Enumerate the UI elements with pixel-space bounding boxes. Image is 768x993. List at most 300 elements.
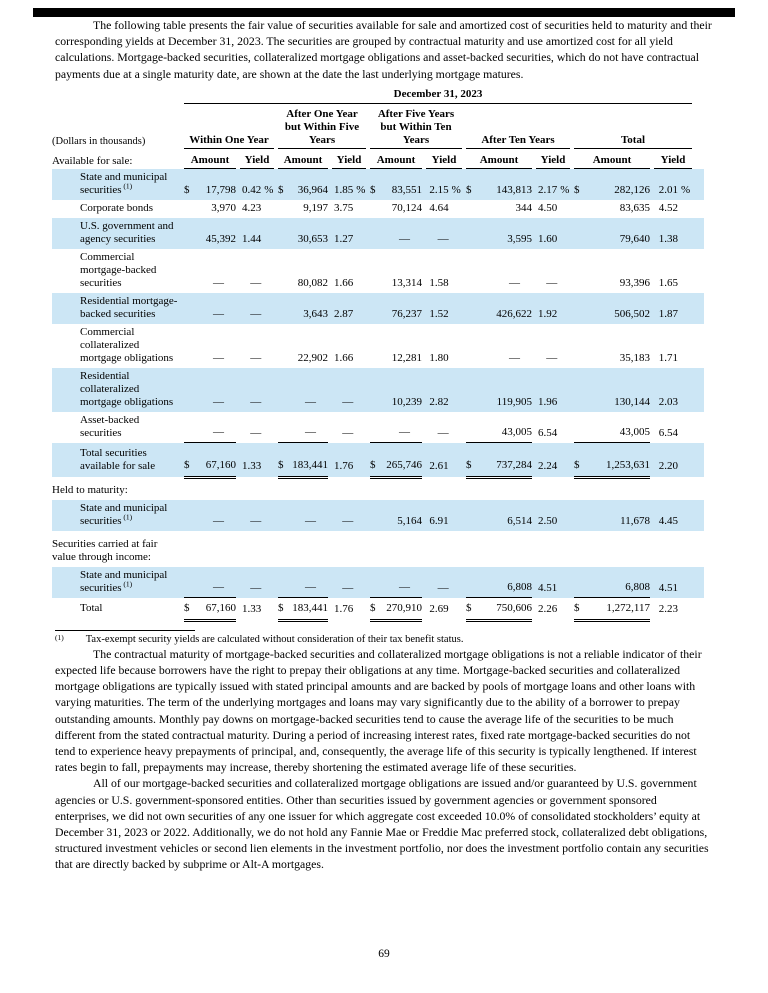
subheader-amount-0: Amount (184, 152, 236, 169)
row-label-text: Commercial mortgage-backed securities (80, 250, 157, 289)
yield-value: — (250, 581, 262, 594)
yield-value: 4.64 (429, 201, 449, 214)
currency-symbol: $ (466, 183, 472, 196)
yield-cell (536, 500, 570, 531)
amount-cell (574, 249, 650, 293)
amount-cell (466, 200, 532, 218)
footnote (55, 633, 713, 646)
yield-value: — (546, 351, 558, 364)
subheader-amount-3: Amount (466, 152, 532, 169)
yield-value: 1.27 (333, 232, 354, 245)
amount-cell (466, 500, 532, 531)
row-label-text: Corporate bonds (80, 201, 154, 214)
footnote-text: Tax-exempt security yields are calculated without consideration of their tax benefit status. (85, 633, 464, 645)
yield-cell (536, 169, 570, 200)
table-group-header-row (52, 104, 704, 149)
amount-value: 119,905 (496, 395, 532, 408)
section-label: Securities carried at fair value through income: (52, 537, 158, 563)
yield-value: 2.50 (537, 514, 558, 527)
amount-value: 67,160 (205, 458, 236, 471)
yield-value: — (250, 307, 262, 320)
currency-symbol: $ (370, 601, 376, 614)
yield-value: — (250, 426, 262, 439)
currency-symbol: $ (278, 458, 284, 471)
amount-cell (184, 368, 236, 412)
yield-cell (240, 368, 274, 412)
yield-cell (426, 500, 462, 531)
yield-value: 1.76 (333, 459, 354, 472)
yield-value: 1.52 (429, 307, 449, 320)
yield-cell (654, 218, 692, 249)
table-section-row (52, 477, 704, 500)
row-label-text: Residential collateralized mortgage obligations (80, 369, 174, 408)
yield-value: 1.80 (429, 351, 449, 364)
yield-value: — (250, 395, 262, 408)
row-label-text: U.S. government and agency securities (80, 219, 174, 245)
yield-value: 1.92 (537, 307, 558, 320)
table-row (52, 324, 704, 368)
amount-cell (278, 293, 328, 324)
yield-cell (426, 169, 462, 200)
amount-cell (184, 567, 236, 598)
amount-value: 35,183 (619, 351, 650, 364)
amount-value: 79,640 (619, 232, 650, 245)
table-row (52, 293, 704, 324)
yield-cell (536, 200, 570, 218)
subheader-yield-4: Yield (654, 152, 692, 169)
amount-cell (278, 598, 328, 620)
amount-cell (278, 169, 328, 200)
amount-value: 183,441 (292, 458, 328, 471)
currency-symbol: $ (370, 458, 376, 471)
yield-value: 2.61 (429, 459, 449, 472)
yield-cell (426, 200, 462, 218)
amount-value: — (213, 514, 224, 527)
yield-value: 2.01 (658, 183, 678, 196)
currency-symbol: $ (278, 183, 284, 196)
amount-value: — (305, 425, 316, 438)
amount-cell (184, 412, 236, 443)
amount-cell (370, 324, 422, 368)
yield-cell (654, 249, 692, 293)
amount-value: 143,813 (496, 183, 532, 196)
yield-value: — (342, 426, 354, 439)
yield-value: 4.23 (241, 201, 262, 214)
yield-value: 2.03 (658, 395, 678, 408)
amount-value: 83,635 (619, 201, 650, 214)
yield-value: 2.87 (333, 307, 354, 320)
table-title-row (52, 88, 704, 104)
amount-value: 1,253,631 (606, 458, 650, 471)
amount-cell (184, 169, 236, 200)
yield-cell (654, 598, 692, 620)
table-row (52, 249, 704, 293)
amount-cell (184, 443, 236, 477)
currency-symbol: $ (184, 183, 190, 196)
footnote-ref: (1) (121, 181, 133, 191)
currency-symbol: $ (278, 601, 284, 614)
amount-value: — (399, 425, 410, 438)
amount-value: 83,551 (391, 183, 422, 196)
yield-value: 2.20 (658, 459, 678, 472)
amount-value: 3,970 (211, 201, 236, 214)
amount-value: 6,808 (507, 580, 532, 593)
yield-cell (332, 598, 366, 620)
yield-cell (332, 169, 366, 200)
amount-value: 36,964 (297, 183, 328, 196)
amount-value: 12,281 (391, 351, 422, 364)
yield-cell (240, 412, 274, 443)
amount-cell (184, 598, 236, 620)
amount-value: 93,396 (619, 276, 650, 289)
yield-value: 1.66 (333, 351, 354, 364)
yield-value: 2.15 (429, 183, 449, 196)
footnote-separator (55, 630, 195, 631)
amount-cell (278, 249, 328, 293)
yield-value: — (250, 514, 262, 527)
amount-cell (184, 200, 236, 218)
yield-value: 1.33 (241, 602, 262, 615)
amount-value: — (213, 276, 224, 289)
amount-value: 67,160 (205, 601, 236, 614)
yield-cell (332, 293, 366, 324)
dollars-in-thousands-note: (Dollars in thousands) (52, 135, 146, 147)
yield-value: 1.71 (658, 351, 678, 364)
amount-cell (466, 443, 532, 477)
amount-value: — (509, 276, 520, 289)
yield-value: 4.45 (658, 514, 678, 527)
table-row (52, 598, 704, 620)
amount-value: 506,502 (614, 307, 650, 320)
yield-value: — (250, 351, 262, 364)
row-label (52, 500, 180, 531)
amount-value: — (213, 307, 224, 320)
yield-cell (536, 249, 570, 293)
page-number: 69 (378, 948, 390, 960)
intro-paragraph: The following table presents the fair value of securities available for sale and amortized cost of securities held to maturity and their corresponding yields at December 31, 2023. The securities are grouped by contractual maturity and use amortized cost for all yield calculations. Mortgage-backed securities, collateralized mortgage obligations and asset-backed securities, which do not have contractual payments due at a single maturity date, are shown at the date the last underlying mortgage matures. (55, 18, 712, 81)
amount-value: 5,164 (397, 514, 422, 527)
amount-value: — (509, 351, 520, 364)
amount-cell (370, 368, 422, 412)
amount-cell (466, 218, 532, 249)
yield-cell (654, 443, 692, 477)
table-row (52, 412, 704, 443)
yield-value: 3.75 (333, 201, 354, 214)
amount-value: 11,678 (620, 514, 650, 527)
footnote-marker: (1) (55, 632, 64, 642)
yield-value: 2.23 (658, 602, 678, 615)
yield-cell (426, 598, 462, 620)
amount-value: 9,197 (303, 201, 328, 214)
amount-value: 43,005 (501, 425, 532, 438)
currency-symbol: $ (184, 458, 190, 471)
amount-cell (574, 324, 650, 368)
amount-cell (370, 169, 422, 200)
amount-value: — (213, 351, 224, 364)
row-label-text: Residential mortgage-backed securities (80, 294, 178, 320)
table-section-row (52, 531, 704, 567)
amount-value: — (213, 395, 224, 408)
amount-cell (574, 169, 650, 200)
yield-cell (654, 412, 692, 443)
yield-cell (536, 324, 570, 368)
yield-value: 1.33 (241, 459, 262, 472)
yield-cell (240, 293, 274, 324)
yield-value: 1.87 (658, 307, 678, 320)
amount-cell (574, 368, 650, 412)
amount-value: 80,082 (297, 276, 328, 289)
table-row (52, 567, 704, 598)
yield-cell (536, 368, 570, 412)
percent-sign: % (264, 183, 274, 196)
amount-cell (466, 567, 532, 598)
amount-value: 183,441 (292, 601, 328, 614)
amount-value: 1,272,117 (606, 601, 650, 614)
yield-cell (654, 368, 692, 412)
yield-cell (426, 218, 462, 249)
yield-value: — (437, 581, 449, 594)
yield-cell (240, 567, 274, 598)
table-row (52, 218, 704, 249)
document-body (52, 17, 713, 873)
section-label: Held to maturity: (52, 483, 128, 496)
amount-cell (278, 412, 328, 443)
yield-cell (240, 218, 274, 249)
yield-value: 1.85 (333, 183, 354, 196)
yield-value: 2.17 (537, 183, 558, 196)
column-group-header-2: After Five Years but Within Ten Years (370, 108, 462, 149)
amount-cell (370, 200, 422, 218)
currency-symbol: $ (574, 183, 580, 196)
amount-value: — (305, 395, 316, 408)
column-group-header-1: After One Year but Within Five Years (278, 108, 366, 149)
amount-cell (574, 218, 650, 249)
row-label (52, 169, 180, 200)
amount-value: 6,514 (507, 514, 532, 527)
amount-value: — (399, 580, 410, 593)
yield-cell (536, 412, 570, 443)
amount-cell (574, 293, 650, 324)
yield-value: 1.44 (241, 232, 262, 245)
yield-value: — (250, 276, 262, 289)
yield-cell (332, 249, 366, 293)
yield-cell (536, 598, 570, 620)
yield-cell (332, 412, 366, 443)
yield-cell (240, 443, 274, 477)
amount-value: — (399, 232, 410, 245)
yield-cell (654, 324, 692, 368)
yield-value: — (342, 514, 354, 527)
yield-cell (240, 598, 274, 620)
column-group-header-3: After Ten Years (466, 134, 570, 149)
amount-value: — (305, 580, 316, 593)
currency-symbol: $ (574, 601, 580, 614)
amount-value: 750,606 (496, 601, 532, 614)
amount-value: 10,239 (391, 395, 422, 408)
yield-value: 1.58 (429, 276, 449, 289)
subheader-amount-2: Amount (370, 152, 422, 169)
yield-value: — (342, 581, 354, 594)
yield-cell (426, 324, 462, 368)
amount-value: 426,622 (496, 307, 532, 320)
amount-cell (466, 598, 532, 620)
amount-value: 70,124 (391, 201, 422, 214)
percent-sign: % (356, 183, 366, 196)
amount-cell (466, 324, 532, 368)
guarantee-paragraph: All of our mortgage-backed securities and collateralized mortgage obligations are issued and/or guaranteed by U.S. government agencies or U.S. government-sponsored entities. Other than securities issued by government agencies or government sponsored enterprises, we did not own securities of any one issuer for which aggregate cost exceeded 10.0% of consolidated stockholders’ equity at December 31, 2023 or 2022. Additionally, we do not hold any Fannie Mae or Freddie Mac preferred stock, collateralized debt obligations, structured investment vehicles or second lien elements in the investment portfolio, nor does the investment portfolio contain any securities that are directly backed by subprime or Alt-A mortgages. (55, 776, 709, 872)
amount-value: 3,595 (507, 232, 532, 245)
yield-value: 4.50 (537, 201, 558, 214)
yield-cell (426, 368, 462, 412)
yield-value: 0.42 (241, 183, 262, 196)
amount-value: 22,902 (297, 351, 328, 364)
maturity-table (52, 88, 704, 620)
yield-cell (332, 368, 366, 412)
row-label-text: Commercial collateralized mortgage obligations (80, 325, 174, 364)
amount-value: 30,653 (297, 232, 328, 245)
yield-cell (240, 249, 274, 293)
yield-cell (332, 218, 366, 249)
yield-value: 6.54 (658, 426, 678, 439)
yield-cell (332, 567, 366, 598)
table-row (52, 200, 704, 218)
amount-cell (466, 412, 532, 443)
yield-value: — (546, 276, 558, 289)
row-label-text: Asset-backed securities (80, 413, 140, 439)
table-subheader-row (52, 149, 704, 169)
yield-value: 4.51 (537, 581, 558, 594)
amount-cell (278, 567, 328, 598)
footnote-ref: (1) (121, 579, 133, 589)
amount-value: — (305, 514, 316, 527)
yield-cell (536, 293, 570, 324)
amount-value: — (213, 580, 224, 593)
contractual-maturity-paragraph: The contractual maturity of mortgage-backed securities and collateralized mortgage obligations is not a reliable indicator of their expected life because borrowers have the right to prepay their obligations at any time. Mortgage-backed securities and collateralized mortgage obligations are typically issued with stated principal amounts and are backed by pools of mortgage loans and other loans with varying maturities. The term of the underlying mortgages and loans may vary significantly due to the ability of a borrower to prepay outstanding amounts. Monthly pay downs on mortgage-backed securities tend to cause the average life of the securities to be much different from the stated contractual maturity. During a period of increasing interest rates, fixed rate mortgage-backed securities do not tend to experience heavy prepayments of principal, and, consequently, the average life of this security is typically lengthened. If interest rates begin to fall, prepayments may increase, thereby shortening the estimated average life of these securities. (55, 646, 702, 775)
amount-value: 17,798 (205, 183, 236, 196)
row-label (52, 567, 180, 598)
yield-value: — (437, 426, 449, 439)
subheader-amount-1: Amount (278, 152, 328, 169)
row-label (52, 249, 180, 293)
yield-cell (426, 412, 462, 443)
yield-cell (240, 500, 274, 531)
amount-cell (574, 443, 650, 477)
yield-cell (536, 567, 570, 598)
yield-cell (654, 567, 692, 598)
amount-cell (370, 443, 422, 477)
yield-value: — (342, 395, 354, 408)
available-for-sale-label: Available for sale: (52, 154, 133, 167)
yield-value: 6.91 (429, 514, 449, 527)
amount-value: 6,808 (625, 580, 650, 593)
yield-cell (240, 200, 274, 218)
amount-cell (574, 598, 650, 620)
percent-sign: % (451, 183, 461, 196)
amount-value: 45,392 (205, 232, 236, 245)
amount-cell (184, 500, 236, 531)
amount-value: 270,910 (386, 601, 422, 614)
amount-cell (278, 500, 328, 531)
row-label-text: Total (80, 601, 103, 614)
yield-value: 2.26 (537, 602, 558, 615)
row-label-text: State and municipal securities $^{(1)}$ (80, 170, 168, 196)
percent-sign: % (560, 183, 570, 196)
row-label (52, 293, 180, 324)
yield-cell (426, 443, 462, 477)
amount-value: 43,005 (619, 425, 650, 438)
amount-value: 282,126 (614, 183, 650, 196)
yield-value: 2.69 (429, 602, 449, 615)
row-label (52, 200, 180, 218)
table-row (52, 500, 704, 531)
amount-cell (370, 598, 422, 620)
table-title: December 31, 2023 (184, 88, 692, 104)
amount-cell (574, 567, 650, 598)
yield-cell (426, 293, 462, 324)
yield-value: 1.66 (333, 276, 354, 289)
amount-cell (466, 368, 532, 412)
amount-value: — (213, 425, 224, 438)
yield-cell (332, 443, 366, 477)
row-label-text: State and municipal securities $^{(1)}$ (80, 568, 168, 594)
column-group-header-0: Within One Year (184, 134, 274, 149)
yield-value: 1.65 (658, 276, 678, 289)
amount-value: 76,237 (391, 307, 422, 320)
amount-cell (184, 324, 236, 368)
yield-cell (536, 443, 570, 477)
currency-symbol: $ (466, 458, 472, 471)
yield-value: — (437, 232, 449, 245)
table-title-spacer (52, 88, 180, 104)
amount-value: 265,746 (386, 458, 422, 471)
amount-cell (278, 368, 328, 412)
yield-cell (426, 249, 462, 293)
amount-cell (370, 567, 422, 598)
table-row (52, 443, 704, 477)
amount-value: 344 (515, 201, 532, 214)
amount-cell (278, 443, 328, 477)
amount-cell (370, 218, 422, 249)
amount-cell (184, 218, 236, 249)
footnote-ref: (1) (121, 512, 133, 522)
subheader-yield-1: Yield (332, 152, 366, 169)
row-label (52, 218, 180, 249)
yield-cell (654, 169, 692, 200)
amount-value: 3,643 (303, 307, 328, 320)
yield-cell (332, 500, 366, 531)
yield-value: 2.82 (429, 395, 449, 408)
yield-cell (654, 293, 692, 324)
subheader-yield-2: Yield (426, 152, 462, 169)
currency-symbol: $ (370, 183, 376, 196)
amount-cell (278, 324, 328, 368)
row-label (52, 368, 180, 412)
yield-cell (240, 324, 274, 368)
yield-value: 6.54 (537, 426, 558, 439)
amount-cell (370, 249, 422, 293)
yield-value: 4.52 (658, 201, 678, 214)
amount-cell (574, 500, 650, 531)
currency-symbol: $ (574, 458, 580, 471)
row-label (52, 324, 180, 368)
amount-cell (184, 293, 236, 324)
percent-sign: % (680, 183, 691, 196)
row-label (52, 412, 180, 443)
amount-cell (466, 293, 532, 324)
subheader-yield-3: Yield (536, 152, 570, 169)
table-row (52, 169, 704, 200)
amount-cell (278, 218, 328, 249)
